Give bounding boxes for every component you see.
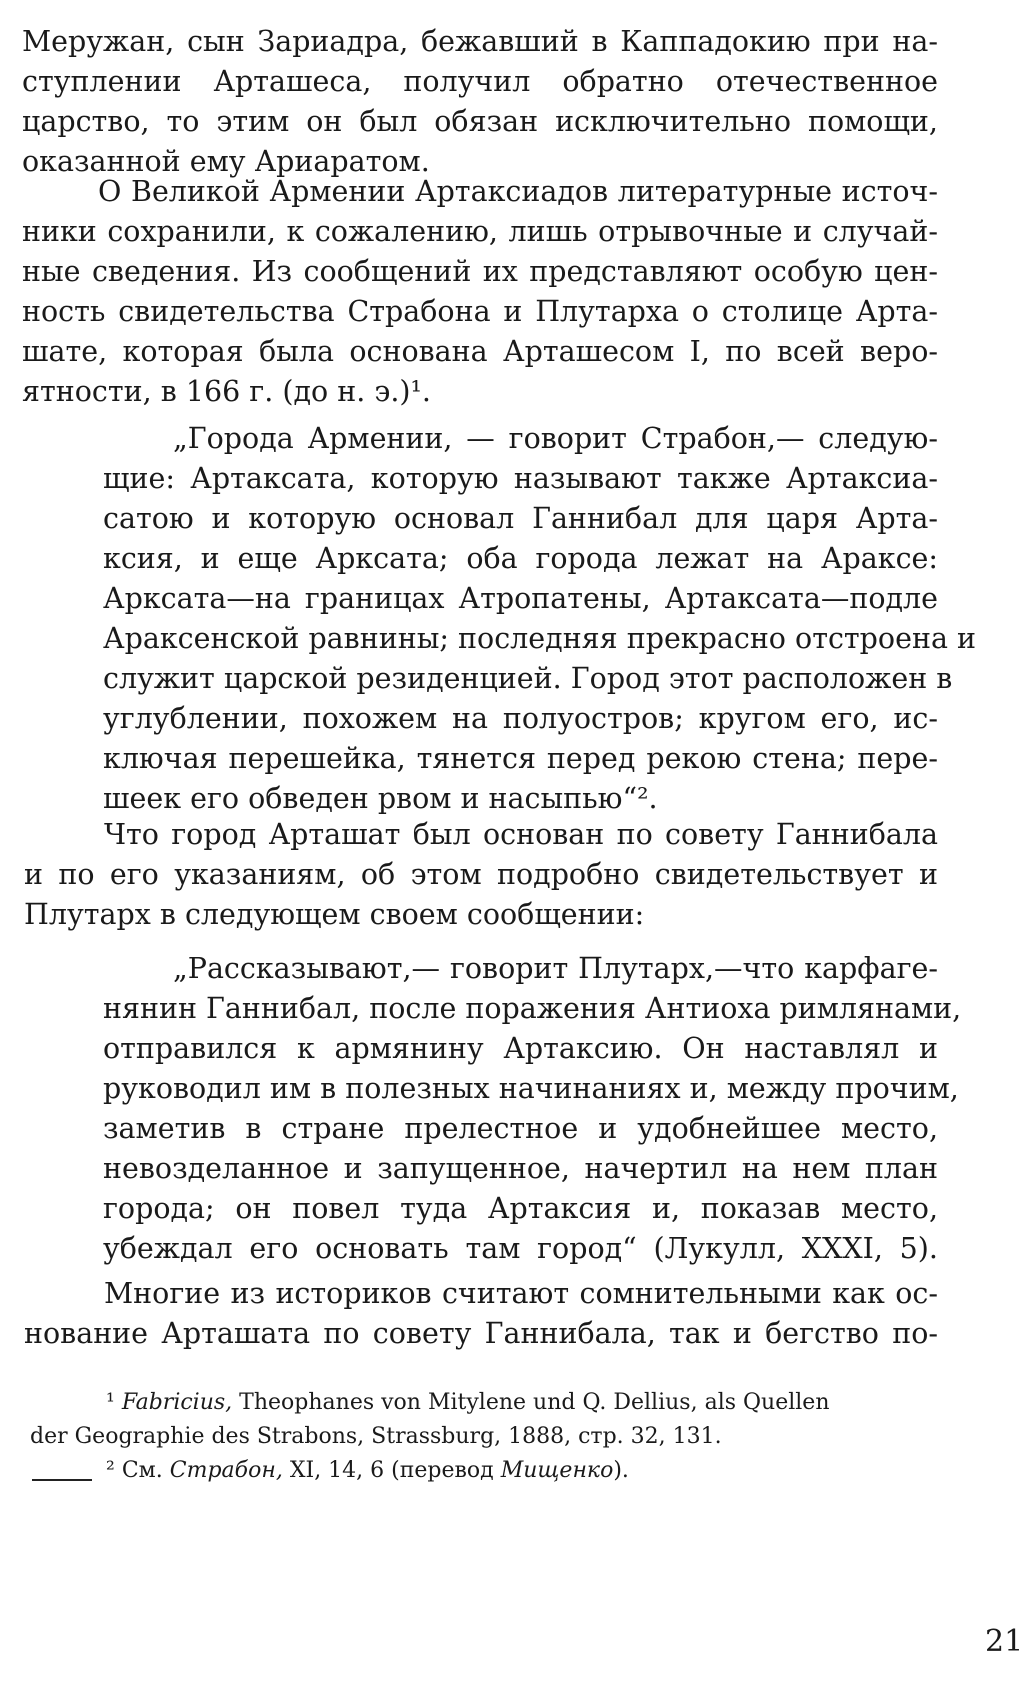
text-line: царство, то этим он был обязан исключительно помощи,	[22, 105, 938, 138]
text-line: ники сохранили, к сожалению, лишь отрывочные и случай-	[22, 215, 938, 248]
footnote-text: ).	[613, 1458, 629, 1483]
text-line: Что город Арташат был основан по совету Ганнибала	[104, 818, 938, 851]
paragraph-3	[24, 815, 938, 935]
text-line: руководил им в полезных начинаниях и, между прочим,	[103, 1072, 959, 1105]
footnote-marker: ¹	[106, 1390, 115, 1415]
page-number: 21	[985, 1624, 1024, 1659]
text-line: „Рассказывают,— говорит Плутарх,—что карфаге-	[173, 952, 938, 985]
footnote-author: Fabricius,	[121, 1390, 233, 1415]
text-line: шеек его обведен рвом и насыпью“².	[103, 782, 658, 815]
footnote-text: См.	[121, 1458, 163, 1483]
footnote-source: Страбон,	[169, 1458, 283, 1483]
text-line: Плутарх в следующем своем сообщении:	[24, 898, 645, 931]
text-line: и по его указаниям, об этом подробно свидетельствует и	[24, 858, 938, 891]
text-line: шате, которая была основана Арташесом I, по всей веро-	[22, 335, 938, 368]
text-line: Меружан, сын Зариадра, бежавший в Каппадокию при на-	[22, 25, 938, 58]
text-line: О Великой Армении Артаксиадов литературные источ-	[98, 175, 938, 208]
paragraph-2	[22, 172, 938, 412]
text-line: ступлении Арташеса, получил обратно отечественное	[22, 65, 938, 98]
text-line: отправился к армянину Артаксию. Он наставлял и	[103, 1032, 938, 1065]
footnote-1	[30, 1386, 945, 1454]
footnote-marker: ²	[106, 1458, 115, 1483]
text-line: ность свидетельства Страбона и Плутарха о столице Арта-	[22, 295, 938, 328]
text-line: ные сведения. Из сообщений их представляют особую цен-	[22, 255, 938, 288]
text-line: нянин Ганнибал, после поражения Антиоха римлянами,	[103, 992, 962, 1025]
footnote-translator: Мищенко	[500, 1458, 614, 1483]
text-line: Многие из историков считают сомнительными как ос-	[104, 1277, 938, 1310]
text-line: щие: Артаксата, которую называют также Артаксиа-	[103, 462, 938, 495]
footnote-text: Theophanes von Mitylene und Q. Dellius, als Quellen	[239, 1390, 830, 1415]
text-line: города; он повел туда Артаксия и, показав место,	[103, 1192, 938, 1225]
footnote-line: der Geographie des Strabons, Strassburg, 1888, стр. 32, 131.	[30, 1424, 722, 1449]
text-line: нование Арташата по совету Ганнибала, так и бегство по-	[24, 1317, 938, 1350]
text-line: невозделанное и запущенное, начертил на нем план	[103, 1152, 938, 1185]
text-line: ятности, в 166 г. (до н. э.)¹.	[22, 375, 431, 408]
text-line: оказанной ему Ариаратом.	[22, 145, 430, 178]
text-line: „Города Армении, — говорит Страбон,— следую-	[173, 422, 938, 455]
text-line: служит царской резиденцией. Город этот расположен в	[103, 662, 953, 695]
footnote-text: XI, 14, 6 (перевод	[289, 1458, 494, 1483]
quote-plutarch	[103, 949, 962, 1269]
text-line: убеждал его основать там город“ (Лукулл, XXXI, 5).	[103, 1232, 938, 1265]
footnote-line	[30, 1386, 945, 1420]
paragraph-4	[24, 1274, 938, 1354]
quote-strabo	[103, 419, 976, 819]
text-line: углублении, похожем на полуостров; кругом его, ис-	[103, 702, 938, 735]
text-line: Араксенской равнины; последняя прекрасно отстроена и	[103, 622, 976, 655]
paragraph-1	[22, 22, 938, 182]
footnote-2	[30, 1454, 945, 1488]
text-line: Арксата—на границах Атропатены, Артаксата—подле	[103, 582, 938, 615]
text-line: ключая перешейка, тянется перед рекою стена; пере-	[103, 742, 938, 775]
footnote-line	[30, 1454, 945, 1488]
text-line: ксия, и еще Арксата; оба города лежат на Араксе:	[103, 542, 938, 575]
text-line: заметив в стране прелестное и удобнейшее место,	[103, 1112, 938, 1145]
text-line: сатою и которую основал Ганнибал для царя Арта-	[103, 502, 938, 535]
